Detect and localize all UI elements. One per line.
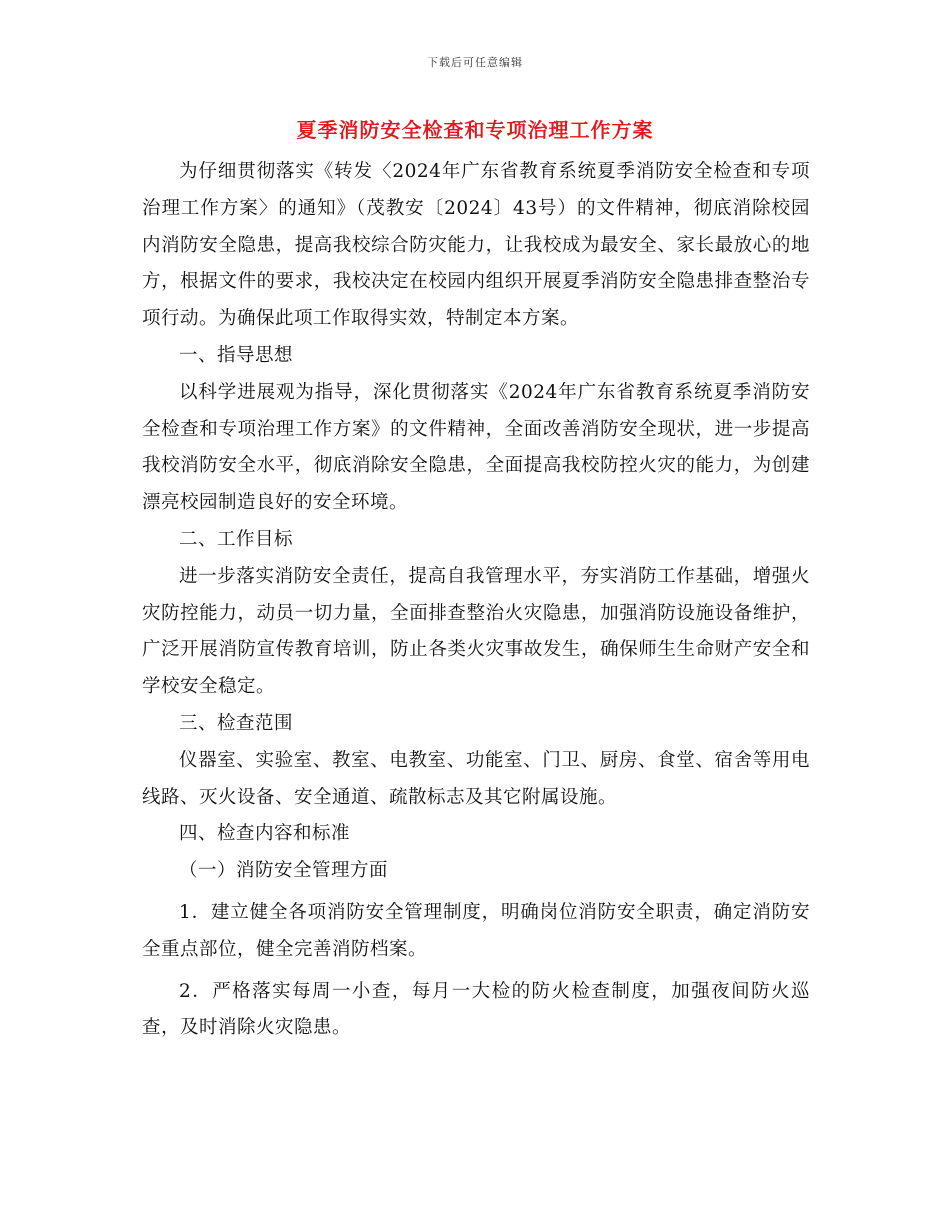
inspection-scope-paragraph: 仪器室、实验室、教室、电教室、功能室、门卫、厨房、食堂、宿舍等用电线路、灭火设备、安全通道、疏散标志及其它附属设施。 xyxy=(142,749,810,808)
section-heading-guiding-ideology: 一、指导思想 xyxy=(179,344,294,366)
subsection-heading-management: （一）消防安全管理方面 xyxy=(179,860,389,882)
guiding-ideology-paragraph: 以科学进展观为指导，深化贯彻落实《2024年广东省教育系统夏季消防安全检查和专项治理工作方案》的文件精神，全面改善消防安全现状，进一步提高我校消防安全水平，彻底消除安全隐患，全面提高我校防控火灾的能力，为创建漂亮校园制造良好的安全环境。 xyxy=(142,381,810,514)
section-heading-work-goals: 二、工作目标 xyxy=(179,528,294,550)
work-goals-paragraph: 进一步落实消防安全责任，提高自我管理水平，夯实消防工作基础，增强火灾防控能力，动员一切力量，全面排查整治火灾隐患，加强消防设施设备维护，广泛开展消防宣传教育培训，防止各类火灾事故发生，确保师生生命财产安全和学校安全稳定。 xyxy=(142,565,810,698)
section-heading-inspection-scope: 三、检查范围 xyxy=(179,712,294,734)
intro-paragraph: 为仔细贯彻落实《转发〈2024年广东省教育系统夏季消防安全检查和专项治理工作方案〉的通知》（茂教安〔2024〕43号）的文件精神，彻底消除校园内消防安全隐患，提高我校综合防灾能力，让我校成为最安全、家长最放心的地方，根据文件的要求，我校决定在校园内组织开展夏季消防安全隐患排查整治专项行动。为确保此项工作取得实效，特制定本方案。 xyxy=(142,161,810,330)
section-heading-inspection-content: 四、检查内容和标准 xyxy=(179,823,351,845)
header-note: 下载后可任意编辑 xyxy=(427,56,523,69)
document-title: 夏季消防安全检查和专项治理工作方案 xyxy=(296,118,654,142)
list-item-1: 1．建立健全各项消防安全管理制度，明确岗位消防安全职责，确定消防安全重点部位，健全完善消防档案。 xyxy=(142,901,810,960)
document-body xyxy=(142,154,810,1047)
list-item-2: 2．严格落实每周一小查，每月一大检的防火检查制度，加强夜间防火巡查，及时消除火灾隐患。 xyxy=(142,980,810,1039)
